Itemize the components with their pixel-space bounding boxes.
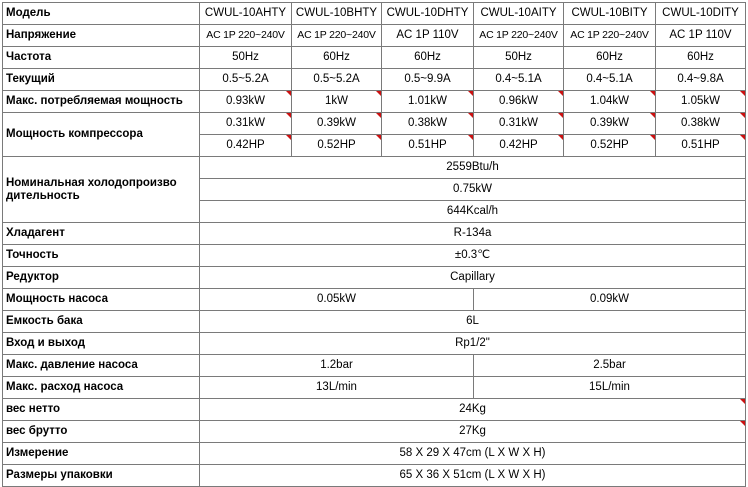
row-dimensions [3, 443, 746, 465]
accuracy-value: ±0.3℃ [200, 245, 746, 267]
max-power-value: 0.96kW [474, 91, 564, 113]
cooling-capacity-value: 644Kcal/h [200, 201, 746, 223]
row-pump-power [3, 289, 746, 311]
model-name: CWUL-10AHTY [200, 3, 292, 25]
inlet-outlet-value: Rp1/2" [200, 333, 746, 355]
model-name: CWUL-10BHTY [292, 3, 382, 25]
frequency-value: 60Hz [292, 47, 382, 69]
current-value: 0.5~9.9A [382, 69, 474, 91]
compressor-hp-value: 0.42HP [474, 135, 564, 157]
pump-power-value: 0.09kW [474, 289, 746, 311]
label-current: Текущий [3, 69, 200, 91]
gross-weight-value: 27Kg [200, 421, 746, 443]
tank-capacity-value: 6L [200, 311, 746, 333]
compressor-kw-value: 0.39kW [292, 113, 382, 135]
max-power-value: 1.01kW [382, 91, 474, 113]
model-name: CWUL-10DHTY [382, 3, 474, 25]
voltage-value: AC 1P 220~240V [200, 25, 292, 47]
label-gross-weight: вес брутто [3, 421, 200, 443]
label-frequency: Частота [3, 47, 200, 69]
compressor-kw-value: 0.31kW [200, 113, 292, 135]
voltage-value: AC 1P 220~240V [474, 25, 564, 47]
model-name: CWUL-10AITY [474, 3, 564, 25]
max-pump-pressure-value: 1.2bar [200, 355, 474, 377]
current-value: 0.5~5.2A [292, 69, 382, 91]
row-max-pump-flow [3, 377, 746, 399]
label-max-pump-flow: Макс. расход насоса [3, 377, 200, 399]
dimensions-value: 58 X 29 X 47cm (L X W X H) [200, 443, 746, 465]
compressor-hp-value: 0.52HP [564, 135, 656, 157]
compressor-hp-value: 0.52HP [292, 135, 382, 157]
label-dimensions: Измерение [3, 443, 200, 465]
row-cooling-btu [3, 157, 746, 179]
row-compressor-kw [3, 113, 746, 135]
max-pump-flow-value: 13L/min [200, 377, 474, 399]
pump-power-value: 0.05kW [200, 289, 474, 311]
compressor-hp-value: 0.42HP [200, 135, 292, 157]
row-max-pump-pressure [3, 355, 746, 377]
max-power-value: 1.05kW [656, 91, 746, 113]
max-power-value: 0.93kW [200, 91, 292, 113]
spec-table [2, 2, 746, 487]
package-size-value: 65 X 36 X 51cm (L X W X H) [200, 465, 746, 487]
row-refrigerant [3, 223, 746, 245]
row-frequency [3, 47, 746, 69]
label-cooling-capacity: Номинальная холодопроизво дительность [3, 157, 200, 223]
voltage-value: AC 1P 110V [382, 25, 474, 47]
row-model [3, 3, 746, 25]
label-accuracy: Точность [3, 245, 200, 267]
frequency-value: 60Hz [564, 47, 656, 69]
row-max-power [3, 91, 746, 113]
reducer-value: Capillary [200, 267, 746, 289]
compressor-kw-value: 0.31kW [474, 113, 564, 135]
frequency-value: 50Hz [200, 47, 292, 69]
max-pump-flow-value: 15L/min [474, 377, 746, 399]
compressor-kw-value: 0.38kW [382, 113, 474, 135]
compressor-kw-value: 0.39kW [564, 113, 656, 135]
compressor-hp-value: 0.51HP [382, 135, 474, 157]
row-accuracy [3, 245, 746, 267]
max-power-value: 1.04kW [564, 91, 656, 113]
label-reducer: Редуктор [3, 267, 200, 289]
label-refrigerant: Хладагент [3, 223, 200, 245]
label-net-weight: вес нетто [3, 399, 200, 421]
cooling-capacity-value: 0.75kW [200, 179, 746, 201]
label-compressor-power: Мощность компрессора [3, 113, 200, 157]
row-inlet-outlet [3, 333, 746, 355]
current-value: 0.4~5.1A [564, 69, 656, 91]
voltage-value: AC 1P 220~240V [564, 25, 656, 47]
current-value: 0.4~9.8A [656, 69, 746, 91]
frequency-value: 60Hz [382, 47, 474, 69]
model-name: CWUL-10BITY [564, 3, 656, 25]
row-voltage [3, 25, 746, 47]
label-voltage: Напряжение [3, 25, 200, 47]
row-current [3, 69, 746, 91]
voltage-value: AC 1P 110V [656, 25, 746, 47]
label-tank-capacity: Емкость бака [3, 311, 200, 333]
label-package-size: Размеры упаковки [3, 465, 200, 487]
cooling-capacity-value: 2559Btu/h [200, 157, 746, 179]
row-reducer [3, 267, 746, 289]
current-value: 0.5~5.2A [200, 69, 292, 91]
refrigerant-value: R-134a [200, 223, 746, 245]
label-max-power: Макс. потребляемая мощность [3, 91, 200, 113]
max-power-value: 1kW [292, 91, 382, 113]
compressor-hp-value: 0.51HP [656, 135, 746, 157]
voltage-value: AC 1P 220~240V [292, 25, 382, 47]
row-package-size [3, 465, 746, 487]
max-pump-pressure-value: 2.5bar [474, 355, 746, 377]
compressor-kw-value: 0.38kW [656, 113, 746, 135]
model-name: CWUL-10DITY [656, 3, 746, 25]
frequency-value: 50Hz [474, 47, 564, 69]
label-inlet-outlet: Вход и выход [3, 333, 200, 355]
net-weight-value: 24Kg [200, 399, 746, 421]
label-model: Модель [3, 3, 200, 25]
row-gross-weight [3, 421, 746, 443]
row-tank-capacity [3, 311, 746, 333]
label-pump-power: Мощность насоса [3, 289, 200, 311]
label-max-pump-pressure: Макс. давление насоса [3, 355, 200, 377]
current-value: 0.4~5.1A [474, 69, 564, 91]
frequency-value: 60Hz [656, 47, 746, 69]
row-net-weight [3, 399, 746, 421]
